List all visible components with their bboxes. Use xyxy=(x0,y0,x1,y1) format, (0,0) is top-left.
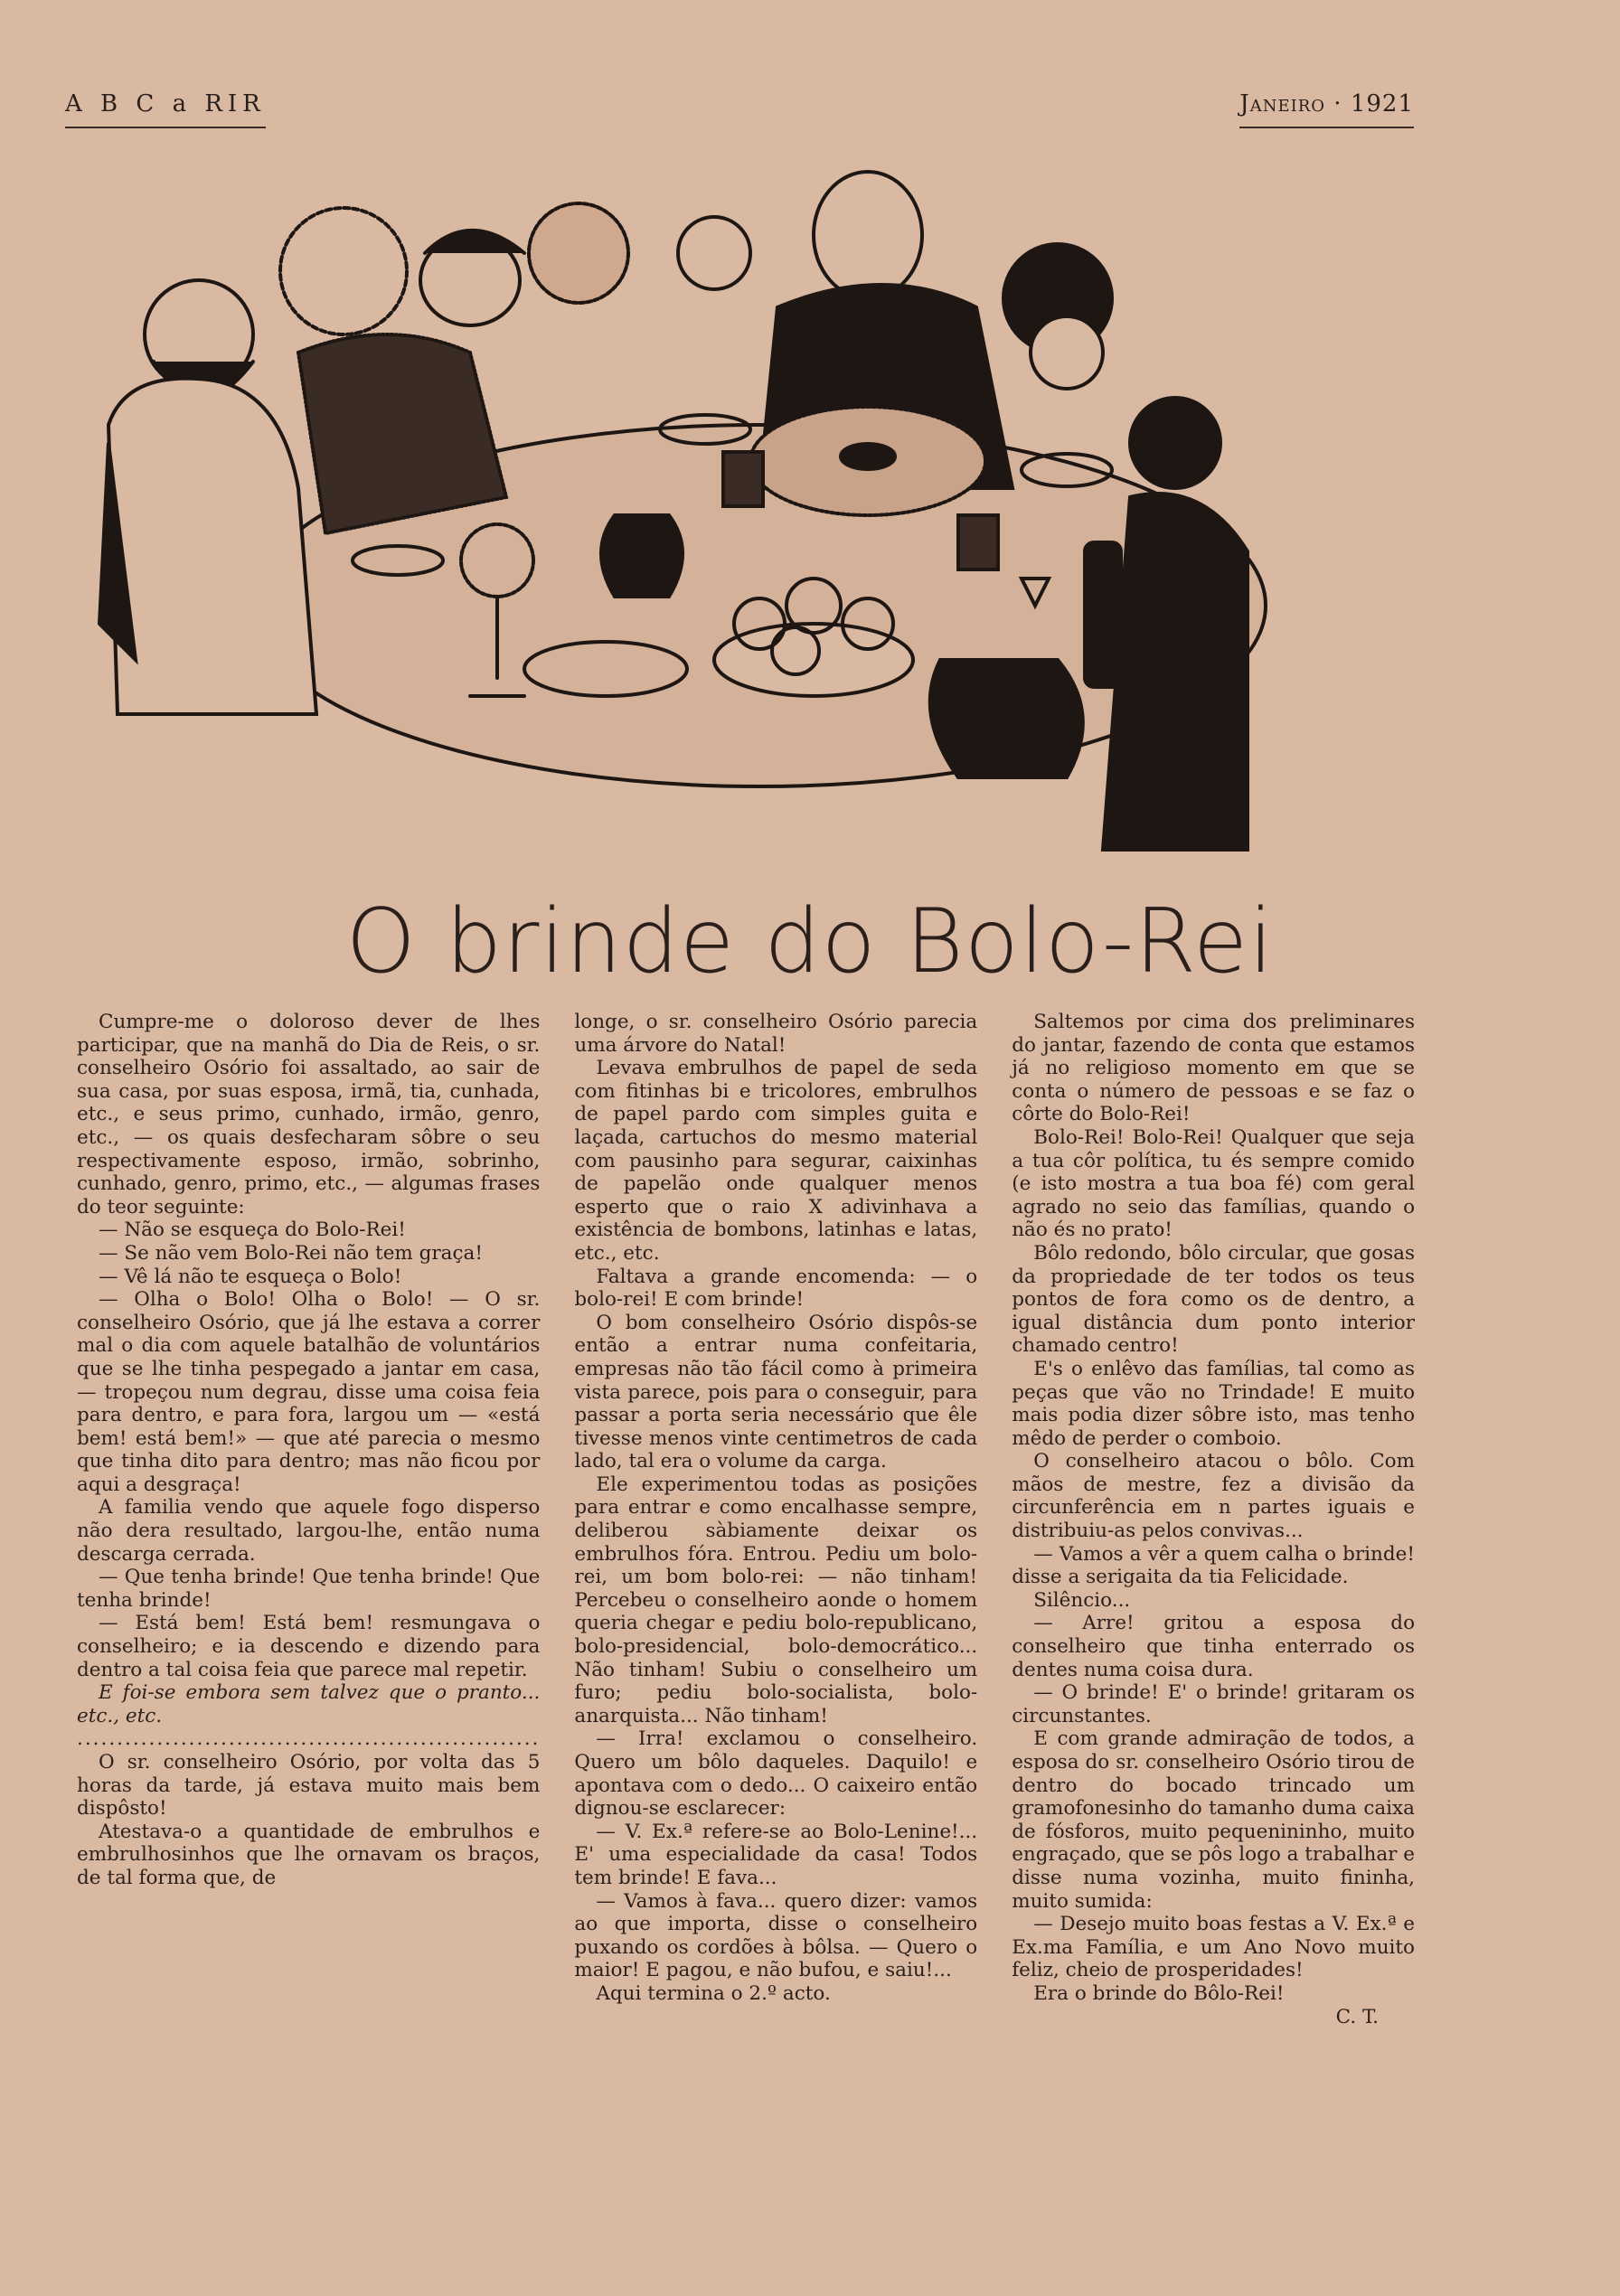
paragraph: Atestava-o a quantidade de embrulhos e embrulhosinhos que lhe ornavam os braços, de tal forma que, de xyxy=(77,1820,541,1889)
paragraph: Bolo-Rei! Bolo-Rei! Qualquer que seja a tua côr política, tu és sempre comido (e isto mostra a tua boa fé) com geral agrado no seio das famílias, quando o não és no prato! xyxy=(1012,1125,1416,1242)
paragraph: — Está bem! Está bem! resmungava o conselheiro; e ia descendo e dizendo para dentro a tal coisa feia que parece mal repetir. xyxy=(77,1612,541,1681)
paragraph: — Desejo muito boas festas a V. Ex.ª e Ex.ma Família, e um Ano Novo muito feliz, cheio de prosperidades! xyxy=(1012,1913,1416,1982)
paragraph: Saltemos por cima dos preliminares do jantar, fazendo de conta que estamos já no religioso momento em que se conta o número de pessoas e se faz o côrte do Bolo-Rei! xyxy=(1012,1011,1416,1126)
magazine-name: A B C a RIR xyxy=(65,90,266,118)
paragraph: Cumpre-me o doloroso dever de lhes participar, que na manhã do Dia de Reis, o sr. conselheiro Osório foi assaltado, ao sair de sua casa, por suas esposa, irmã, tia, cunhada, etc., e seus primo, cunhado, irmão, genro, etc., — os quais desfecharam sôbre o seu respectivamente esposo, irmão, sobrinho, cunhado, genro, primo, etc., — algumas frases do teor seguinte: xyxy=(77,1011,541,1219)
article-title: O brinde do Bolo-Rei xyxy=(345,890,1275,993)
issue-date: Janeiro · 1921 xyxy=(1239,90,1414,118)
paragraph: E com grande admiração de todos, a esposa do sr. conselheiro Osório tirou de dentro do bocado trincado um gramofonesinho do tamanho duma caixa de fósforos, muito pequenininho, muito engraçado, que se pôs logo a trabalhar e disse numa vozinha, muito fininha, muito sumida: xyxy=(1012,1727,1416,1913)
paragraph: Bôlo redondo, bôlo circular, que gosas da propriedade de ter todos os teus pontos de fora como os de dentro, a igual distância dum ponto interior chamado centro! xyxy=(1012,1241,1416,1358)
paragraph: Ele experimentou todas as posições para entrar e como encalhasse sempre, deliberou sàbiamente deixar os embrulhos fóra. Entrou. Pediu um bolo-rei, um bom bolo-rei: — não tinham! Percebeu o conselheiro aonde o homem queria chegar e pediu bolo-republicano, bolo-presidencial, bolo-democrático... Não tinham! Subiu o conselheiro um furo; pediu bolo-socialista, bolo-anarquista... Não tinham! xyxy=(574,1473,978,1727)
column-2 xyxy=(574,1011,977,2186)
paragraph: — Não se esqueça do Bolo-Rei! xyxy=(99,1219,406,1242)
paragraph: Era o brinde do Bôlo-Rei! xyxy=(1033,1981,1285,2005)
separator-dots: .......................................................... xyxy=(77,1727,541,1751)
paragraph: E foi-se embora sem talvez que o pranto... etc., etc. xyxy=(77,1681,541,1727)
paragraph: — Vê lá não te esqueça o Bolo! xyxy=(99,1265,402,1288)
paragraph: — Vamos à fava... quero dizer: vamos ao que importa, disse o conselheiro puxando os cordões à bôlsa. — Quero o maior! E pagou, e não bufou, e saiu!... xyxy=(574,1889,978,1982)
paragraph: — O brinde! E' o brinde! gritaram os circunstantes. xyxy=(1012,1681,1416,1727)
paragraph: — Arre! gritou a esposa do conselheiro que tinha enterrado os dentes numa coisa dura. xyxy=(1012,1612,1416,1681)
paragraph: O conselheiro atacou o bôlo. Com mãos de mestre, fez a divisão da circunferência em n partes iguais e distribuiu-as pelos convivas... xyxy=(1012,1450,1416,1543)
paragraph: — Irra! exclamou o conselheiro. Quero um bôlo daqueles. Daquilo! e apontava com o dedo... O caixeiro então dignou-se esclarecer: xyxy=(574,1727,978,1821)
paragraph: — V. Ex.ª refere-se ao Bolo-Lenine!... E' uma especialidade da casa! Todos tem brinde! E fava... xyxy=(574,1820,978,1889)
paragraph: Aqui termina o 2.º acto. xyxy=(596,1981,831,2005)
author-signature: C. T. xyxy=(1335,2005,1380,2028)
paragraph: longe, o sr. conselheiro Osório parecia uma árvore do Natal! xyxy=(574,1011,978,1057)
paragraph: — Se não vem Bolo-Rei não tem graça! xyxy=(99,1241,483,1265)
paragraph: E's o enlêvo das famílias, tal como as peças que vão no Trindade! E muito mais podia dizer sôbre isto, mas tenho mêdo de perder o comboio. xyxy=(1012,1357,1416,1450)
paragraph: — Que tenha brinde! Que tenha brinde! Que tenha brinde! xyxy=(77,1566,541,1612)
column-1 xyxy=(77,1011,540,2186)
paragraph: Silêncio... xyxy=(1033,1588,1131,1612)
paragraph: O sr. conselheiro Osório, por volta das 5 horas da tarde, já estava muito mais bem dispôsto! xyxy=(77,1751,541,1821)
paragraph: A familia vendo que aquele fogo disperso não dera resultado, largou-lhe, então numa descarga cerrada. xyxy=(77,1496,541,1566)
article-body xyxy=(77,1011,1415,2186)
paragraph: — Olha o Bolo! Olha o Bolo! — O sr. conselheiro Osório, que já lhe estava a correr mal o dia com aquele batalhão de voluntários que se lhe tinha pespegado a jantar em casa, — tropeçou num degrau, disse uma coisa feia para dentro, e para fora, largou um — «está bem! está bem!» — que até parecia o mesmo que tinha dito para dentro; mas não ficou por aqui a desgraça! xyxy=(77,1288,541,1496)
paragraph: — Vamos a vêr a quem calha o brinde! disse a serigaita da tia Felicidade. xyxy=(1012,1542,1416,1589)
paragraph: O bom conselheiro Osório dispôs-se então a entrar numa confeitaria, empresas não tão fácil como à primeira vista parece, pois para o conseguir, para passar a porta seria necessário que êle tivesse menos vinte centimetros de cada lado, tal era o volume da carga. xyxy=(574,1311,978,1473)
paragraph: Faltava a grande encomenda: — o bolo-rei! E com brinde! xyxy=(574,1265,978,1312)
column-3 xyxy=(1012,1011,1415,2186)
paragraph: Levava embrulhos de papel de seda com fitinhas bi e tricolores, embrulhos de papel pardo com simples guita e laçada, cartuchos do mesmo material com pausinho para segurar, caixinhas de papelão onde qualquer menos esperto que o raio X adivinhava a existência de bombons, latinhas e latas, etc., etc. xyxy=(574,1057,978,1265)
dinner-table-illustration xyxy=(72,154,1392,877)
